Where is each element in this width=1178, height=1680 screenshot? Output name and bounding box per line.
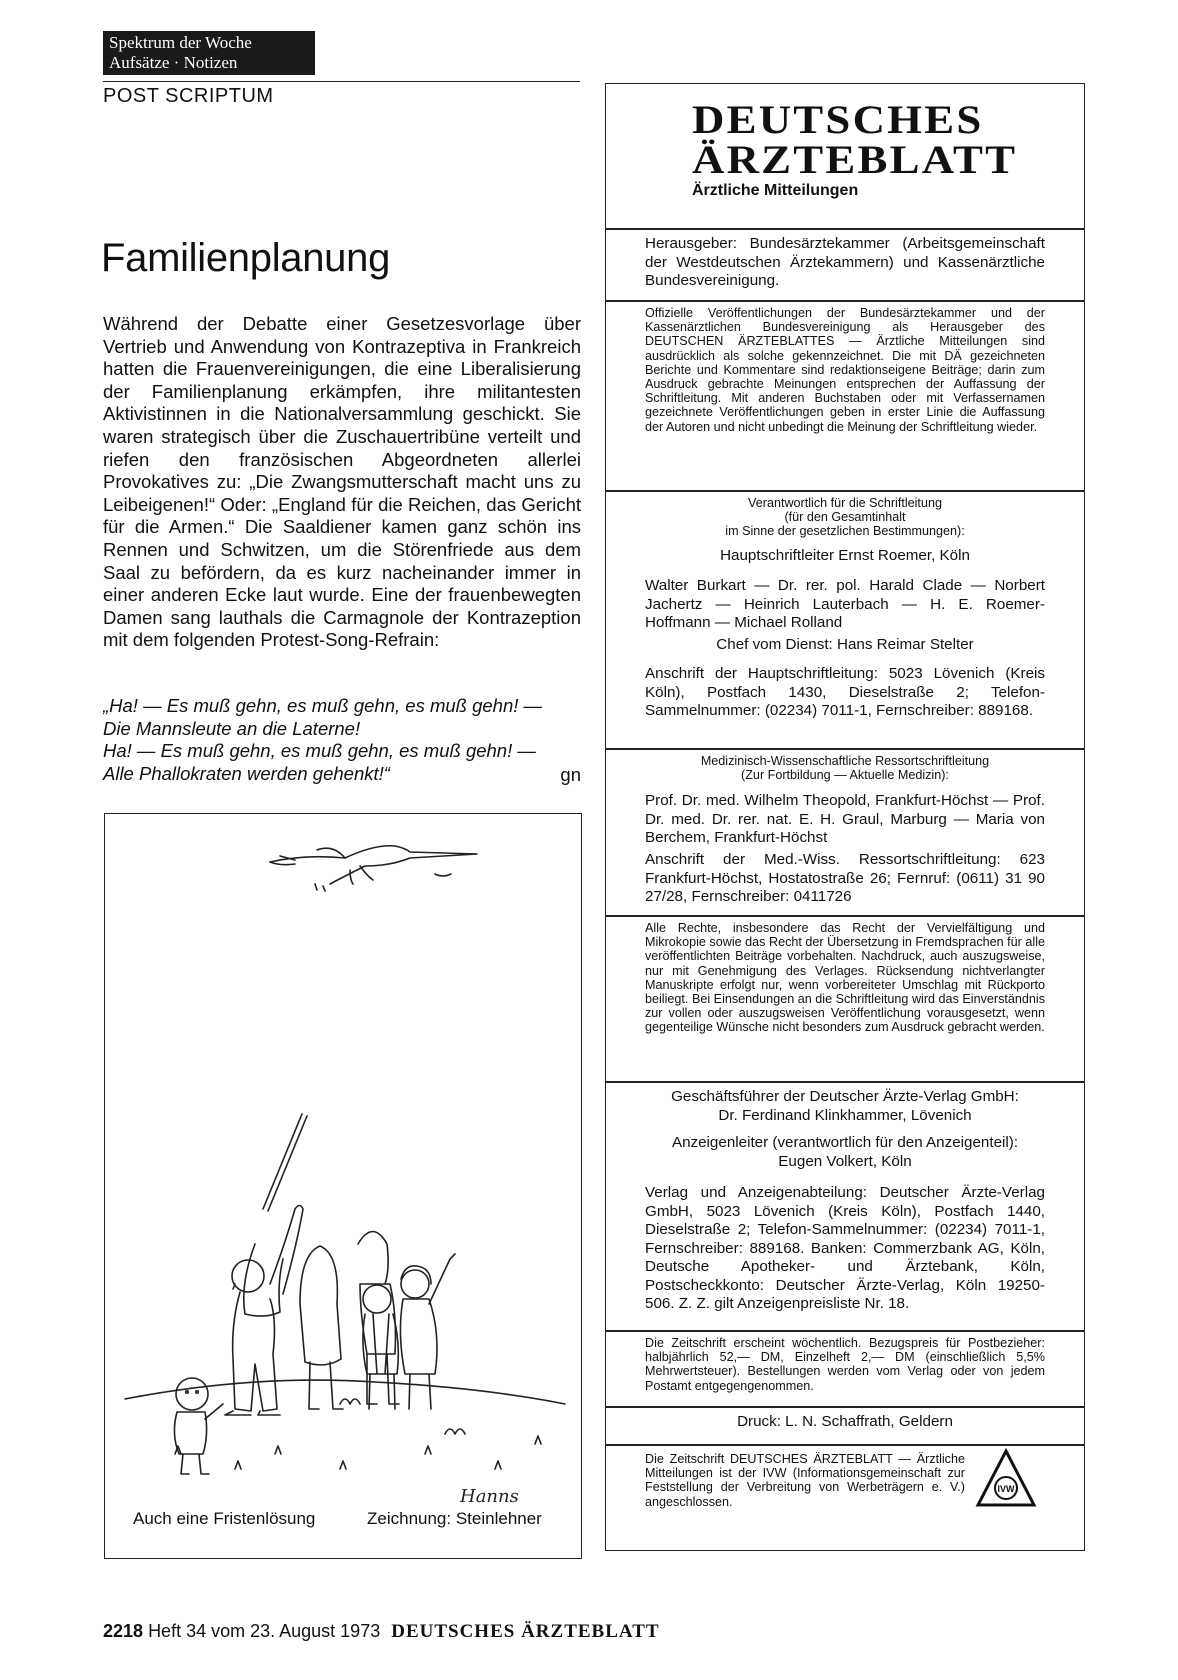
- editorial-address: Anschrift der Hauptschriftleitung: 5023 Lövenich (Kreis Köln), Postfach 1430, Dieselstraße 2; Telefon-Sammelnummer: (02234) 7011-1, Fernschreiber: 889168.: [645, 665, 1045, 719]
- anz-line: Anzeigenleiter (verantwortlich für den Anzeigenteil):: [671, 1134, 1019, 1151]
- gf-line: Geschäftsführer der Deutscher Ärzte-Verlag GmbH:: [671, 1088, 1019, 1105]
- verse-line: „Ha! — Es muß gehn, es muß gehn, es muß gehn! —: [103, 695, 543, 716]
- chief-of-service: Chef vom Dienst: Hans Reimar Stelter: [716, 636, 974, 653]
- medical-editors: Prof. Dr. med. Wilhelm Theopold, Frankfurt-Höchst — Prof. Dr. med. Dr. rer. nat. E. H. Graul, Marburg — Maria von Berchem, Frankfurt-Höchst: [645, 792, 1045, 846]
- ivw-logo: [975, 1448, 1037, 1508]
- cartoon-frame: [104, 813, 582, 1559]
- responsibility-line: Verantwortlich für die Schriftleitung: [748, 496, 942, 510]
- footer-magazine-title: DEUTSCHES ÄRZTEBLATT: [391, 1621, 660, 1642]
- divider: [605, 915, 1085, 917]
- masthead-line2: ÄRZTEBLATT: [692, 137, 1018, 182]
- publisher-info: Herausgeber: Bundesärztekammer (Arbeitsgemeinschaft der Westdeutschen Ärztekammern) und Kassenärztliche Bundesvereinigung.: [645, 235, 1045, 289]
- divider: [605, 1406, 1085, 1408]
- masthead-subtitle: Ärztliche Mitteilungen: [692, 182, 859, 199]
- divider: [605, 300, 1085, 302]
- editors-list: Walter Burkart — Dr. rer. pol. Harald Clade — Norbert Jachertz — Heinrich Lauterbach — H. E. Roemer-Hoffmann — Michael Rolland: [645, 577, 1045, 631]
- responsibility-line: (für den Gesamtinhalt: [784, 510, 906, 525]
- issue-info: Heft 34 vom 23. August 1973: [148, 1621, 381, 1641]
- official-notice: Offizielle Veröffentlichungen der Bundesärztekammer und der Kassenärztlichen Bundesvereinigung als Herausgeber des DEUTSCHEN ÄRZTEBLATTES — Ärztliche Mitteilungen sind ausdrücklich als solche gekennzeichnet. Die mit DÄ gezeichneten Berichte und Kommentare sind redaktionseigene Beiträge; darin zum Ausdruck gebrachte Meinungen entsprechen der Auffassung der Schriftleitung. Mit anderen Buchstaben oder mit Verfassernamen gezeichnete Veröffentlichungen geben in erster Linie die Auffassung der Autoren und nicht unbedingt die Meinung der Schriftleitung wieder.: [645, 306, 1045, 434]
- subscription-info: Die Zeitschrift erscheint wöchentlich. Bezugspreis für Postbezieher: halbjährlich 52,— DM, Einzelheft 2,— DM (einschließlich 5,5% Mehrwertsteuer). Bestellungen werden vom Verlag oder von jedem Postamt entgegengenommen.: [645, 1336, 1045, 1393]
- divider: [605, 1081, 1085, 1083]
- editorial-responsibility: [645, 496, 1045, 539]
- verse-line: Alle Phallokraten werden gehenkt!“: [103, 762, 390, 784]
- baby-figure: [174, 1378, 223, 1474]
- gf-line: Dr. Ferdinand Klinkhammer, Lövenich: [718, 1106, 972, 1124]
- article-body: [103, 313, 581, 652]
- printer: Druck: L. N. Schaffrath, Geldern: [737, 1413, 953, 1430]
- divider: [605, 748, 1085, 750]
- responsibility-line: im Sinne der gesetzlichen Bestimmungen):: [725, 524, 965, 539]
- section-tag: [103, 31, 315, 75]
- author-initials: gn: [560, 764, 581, 786]
- divider: [605, 1330, 1085, 1332]
- rights-notice: Alle Rechte, insbesondere das Recht der Vervielfältigung und Mikrokopie sowie das Recht der Übersetzung in Fremdsprachen für alle veröffentlichten Beiträge vorbehalten. Nachdruck, auch auszugsweise, nur mit Genehmigung des Verlages. Rücksendung nichtverlangter Manuskripte erfolgt nur, wenn vorbereiteter Umschlag mit Rückporto beiliegt. Bei Einsendungen an die Schriftleitung wird das Einverständnis zur vollen oder auszugsweisen Veröffentlichung vorausgesetzt, wenn gegenteilige Wünsche nicht besonders zum Ausdruck gebracht werden.: [645, 921, 1045, 1035]
- medical-editorial-title: [645, 754, 1045, 782]
- page-footer: [103, 1621, 660, 1643]
- section-tag-line2: Aufsätze · Notizen: [109, 53, 238, 72]
- article-paragraph: Während der Debatte einer Gesetzesvorlage über Vertrieb und Anwendung von Kontrazeptiva in Frankreich hatten die Frauenvereinigungen, die eine Liberalisierung der Familienplanung erkämpfen, ihre militantesten Aktivistinnen in die Nationalversammlung geschickt. Sie waren strategisch über die Zuschauertribüne verteilt und riefen den französischen Abgeordneten allerlei Provokatives zu: „Die Zwangsmutterschaft macht uns zu Leibeigenen!“ Oder: „England für die Reichen, das Gericht für die Armen.“ Die Saaldiener kamen ganz schön ins Rennen und Schwitzen, um die Störenfriede aus dem Saal zu befördern, da es kurz nacheinander immer in einer anderen Ecke laut wurde. Eine der frauenbewegten Damen sang lauthals die Carmagnole der Kontrazeption mit dem folgenden Protest-Song-Refrain:: [103, 313, 581, 651]
- cartoon-caption: Auch eine Fristenlösung: [133, 1509, 316, 1528]
- verse-line: Ha! — Es muß gehn, es muß gehn, es muß gehn! —: [103, 740, 536, 762]
- song-refrain: [103, 695, 581, 787]
- divider: [605, 490, 1085, 492]
- section-tag-line1: Spektrum der Woche: [109, 33, 252, 52]
- page-number: 2218: [103, 1621, 144, 1641]
- ivw-notice: Die Zeitschrift DEUTSCHES ÄRZTEBLATT — Ärztliche Mitteilungen ist der IVW (Informationsgemeinschaft zur Feststellung der Verbreitung von Werbeträgern e. V.) angeschlossen.: [645, 1452, 965, 1509]
- cartoon-drawing: [105, 814, 583, 1560]
- hunter-figure: [225, 1114, 307, 1415]
- cartoon-credit: Zeichnung: Steinlehner: [367, 1509, 542, 1528]
- publisher-address: Verlag und Anzeigenabteilung: Deutscher Ärzte-Verlag GmbH, 5023 Lövenich (Kreis Köln), Postfach 1440, Dieselstraße 2; Telefon-Sammelnummer: (02234) 7011-1, Fernschreiber: 889168. Banken: Commerzbank AG, Köln, Deutsche Apotheker- und Ärztebank, Köln, Postscheckkonto: Deutscher Ärzte-Verlag, Köln 19250-506. Z. Z. gilt Anzeigenpreisliste Nr. 18.: [645, 1184, 1045, 1312]
- masthead-line1: DEUTSCHES: [692, 97, 984, 142]
- ground-line: [125, 1380, 565, 1404]
- managing-director: [645, 1088, 1045, 1125]
- verse-line: Die Mannsleute an die Laterne!: [103, 717, 361, 739]
- med-wiss-line: Medizinisch-Wissenschaftliche Ressortschriftleitung: [700, 754, 990, 768]
- ad-manager: [645, 1134, 1045, 1171]
- divider: [605, 228, 1085, 230]
- chief-editor: Hauptschriftleiter Ernst Roemer, Köln: [720, 547, 970, 564]
- stork-figure: [270, 846, 477, 891]
- med-wiss-line: (Zur Fortbildung — Aktuelle Medizin):: [741, 768, 949, 783]
- article-title: Familienplanung: [101, 236, 391, 280]
- header-rule: [103, 81, 580, 82]
- anz-line: Eugen Volkert, Köln: [778, 1152, 912, 1170]
- column-label: POST SCRIPTUM: [103, 85, 274, 107]
- divider: [605, 1444, 1085, 1446]
- cartoon-signature: Hanns: [460, 1486, 519, 1507]
- ivw-logo-text: IVW: [997, 1484, 1015, 1494]
- medical-editorial-address: Anschrift der Med.-Wiss. Ressortschriftleitung: 623 Frankfurt-Höchst, Hostatostraße 26; Fernruf: (0611) 31 90 27/28, Fernschreiber: 0411726: [645, 851, 1045, 905]
